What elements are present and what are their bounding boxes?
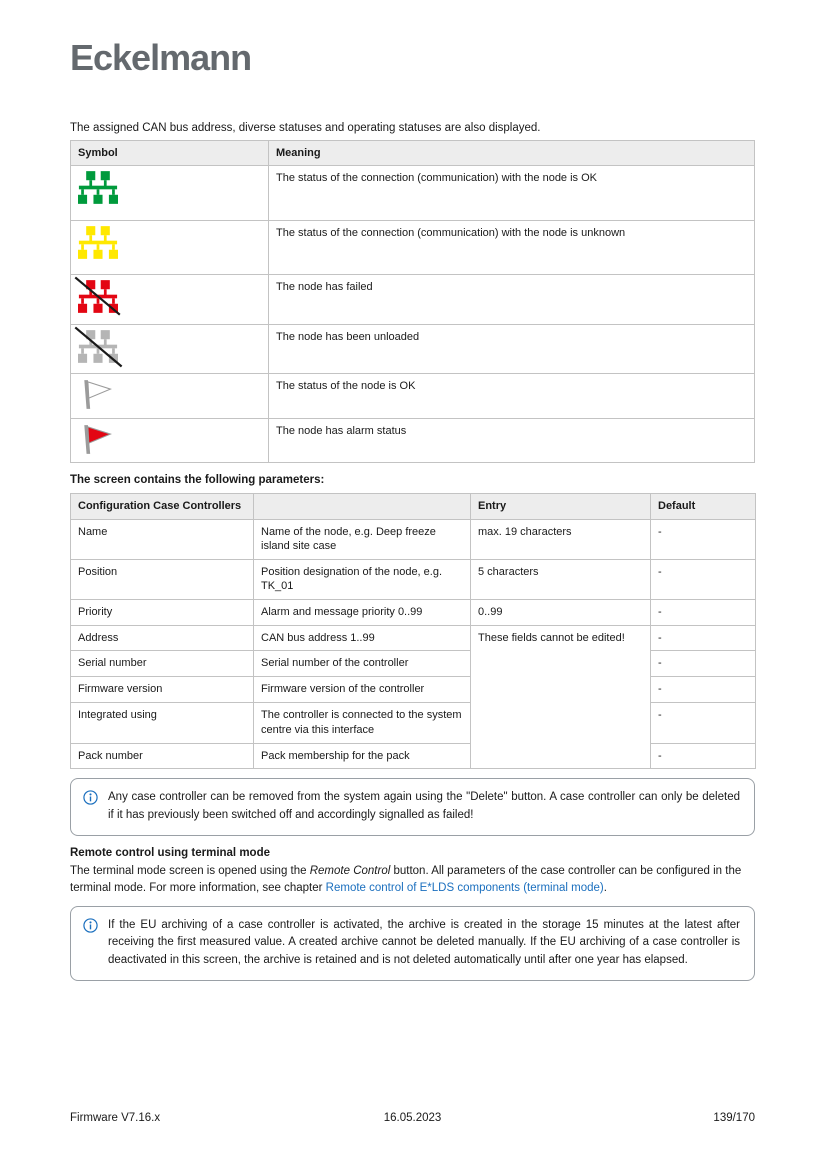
network-node-unloaded-icon [78, 330, 261, 363]
description-column-header [254, 494, 471, 520]
symbol-column-header: Symbol [71, 140, 269, 166]
remote-control-paragraph [70, 863, 755, 897]
param-description: The controller is connected to the system centre via this interface [254, 703, 471, 743]
meaning-column-header: Meaning [269, 140, 755, 166]
param-default: - [651, 519, 756, 559]
param-description: Alarm and message priority 0..99 [254, 599, 471, 625]
flag-node-alarm-icon [78, 424, 261, 455]
param-default: - [651, 559, 756, 599]
config-column-header: Configuration Case Controllers [71, 494, 254, 520]
meaning-cell: The node has alarm status [269, 419, 755, 463]
network-node-failed-icon [78, 280, 261, 313]
table-row [71, 703, 756, 743]
info-text: If the EU archiving of a case controller is activated, the archive is created in the storage 15 minutes at the latest after receiving the first measured value. A created archive cannot be deleted manually. If the EU archiving of a case controller is deactivated in this screen, the archive is retained and is not deleted automatically until after one year has elapsed. [108, 918, 740, 966]
param-name: Firmware version [71, 677, 254, 703]
info-box-archiving-note [70, 906, 755, 981]
param-description: Firmware version of the controller [254, 677, 471, 703]
symbol-table-header-row [71, 140, 755, 166]
param-name: Serial number [71, 651, 254, 677]
eckelmann-logo: Eckelmann [70, 37, 252, 78]
footer-date: 16.05.2023 [383, 1112, 442, 1124]
param-name: Pack number [71, 743, 254, 769]
param-name: Position [71, 559, 254, 599]
table-row [71, 419, 755, 463]
param-default: - [651, 651, 756, 677]
param-default: - [651, 599, 756, 625]
paragraph-text: button. All parameters of the case controller can be configured in the terminal mode. For more information, see chapter [70, 864, 742, 894]
meaning-cell: The status of the connection (communication) with the node is unknown [269, 221, 755, 275]
table-row [71, 625, 756, 651]
param-description: CAN bus address 1..99 [254, 625, 471, 651]
footer-page-number: 139/170 [713, 1112, 755, 1124]
table-row [71, 651, 756, 677]
remote-control-heading: Remote control using terminal mode [70, 846, 270, 859]
flag-node-ok-icon [78, 379, 261, 410]
network-connection-ok-icon [78, 171, 261, 204]
param-entry: max. 19 characters [471, 519, 651, 559]
table-row [71, 559, 756, 599]
entry-column-header: Entry [471, 494, 651, 520]
param-entry: 0..99 [471, 599, 651, 625]
paragraph-text: The terminal mode screen is opened using the [70, 864, 310, 877]
param-description: Name of the node, e.g. Deep freeze island site case [254, 519, 471, 559]
table-row [71, 275, 755, 325]
param-entry-merged: These fields cannot be edited! [471, 625, 651, 768]
meaning-cell: The status of the node is OK [269, 374, 755, 419]
param-default: - [651, 677, 756, 703]
param-name: Priority [71, 599, 254, 625]
parameters-table-header-row [71, 494, 756, 520]
default-column-header: Default [651, 494, 756, 520]
intro-text: The assigned CAN bus address, diverse statuses and operating statuses are also displayed. [70, 122, 541, 134]
info-icon [83, 918, 98, 969]
param-name: Integrated using [71, 703, 254, 743]
table-row [71, 166, 755, 221]
table-row [71, 599, 756, 625]
remote-control-button-name: Remote Control [309, 864, 391, 877]
param-name: Name [71, 519, 254, 559]
paragraph-text: . [603, 881, 607, 894]
meaning-cell: The node has failed [269, 275, 755, 325]
meaning-cell: The node has been unloaded [269, 325, 755, 374]
parameters-table [70, 493, 756, 769]
meaning-cell: The status of the connection (communication) with the node is OK [269, 166, 755, 221]
param-description: Serial number of the controller [254, 651, 471, 677]
table-row [71, 374, 755, 419]
param-default: - [651, 703, 756, 743]
parameters-heading: The screen contains the following parameters: [70, 474, 325, 487]
symbol-table [70, 140, 755, 464]
table-row [71, 519, 756, 559]
network-connection-unknown-icon [78, 226, 261, 259]
param-description: Position designation of the node, e.g. TK_01 [254, 559, 471, 599]
param-entry: 5 characters [471, 559, 651, 599]
param-description: Pack membership for the pack [254, 743, 471, 769]
table-row [71, 677, 756, 703]
info-text: Any case controller can be removed from the system again using the "Delete" button. A case controller can only be deleted if it has previously been switched off and accordingly signalled as failed! [108, 791, 740, 821]
table-row [71, 221, 755, 275]
footer-firmware-version: Firmware V7.16.x [70, 1112, 161, 1124]
param-name: Address [71, 625, 254, 651]
param-default: - [651, 743, 756, 769]
chapter-link[interactable]: Remote control of E*LDS components (terminal mode) [325, 881, 604, 894]
table-row [71, 325, 755, 374]
info-icon [83, 790, 98, 824]
param-default: - [651, 625, 756, 651]
info-box-delete-note [70, 778, 755, 836]
table-row [71, 743, 756, 769]
